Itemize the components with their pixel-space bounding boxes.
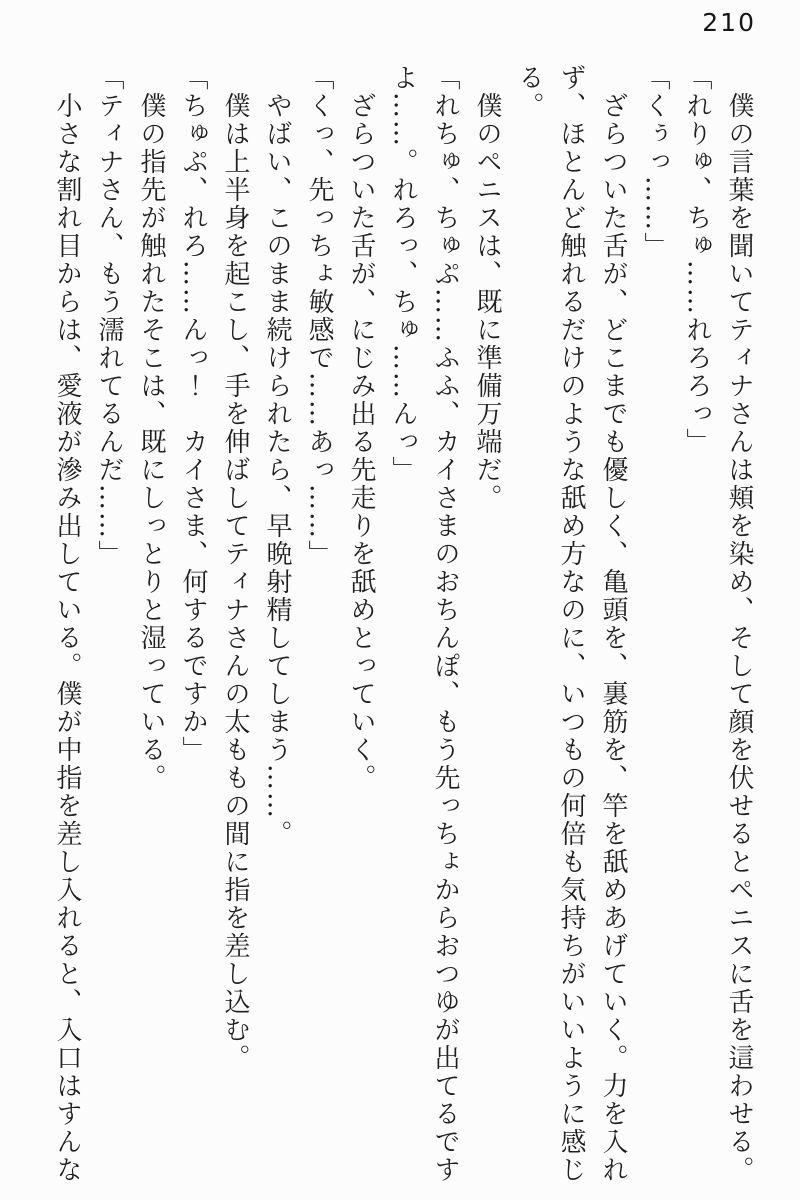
paragraph-narrative: 小さな割れ目からは、愛液が滲み出している。僕が中指を差し入れると、入口はすんな bbox=[52, 92, 82, 1184]
paragraph-narrative: 僕の言葉を聞いてティナさんは頬を染め、そして顔を伏せるとペニスに舌を這わせる。 bbox=[724, 92, 754, 1184]
paragraph-narrative: やばい、このまま続けられたら、早晩射精してしまう……。 bbox=[262, 92, 292, 848]
paragraph-narrative: 僕のペニスは、既に準備万端だ。 bbox=[472, 92, 502, 512]
paragraph-narrative: ざらついた舌が、にじみ出る先走りを舐めとっていく。 bbox=[346, 92, 376, 792]
paragraph-narrative: ざらついた舌が、どこまでも優しく、亀頭を、裏筋を、竿を舐めあげていく。力を入れず、ほとんど触れるだけのような舐め方なのに、いつもの何倍も気持ちがいいように感じる。 bbox=[514, 64, 628, 1184]
book-text-block bbox=[40, 64, 760, 1186]
paragraph-dialogue: 「れちゅ、ちゅぷ……ふふ、カイさまのおちんぽ、もう先っちょからおつゆが出てるですよ……。れろっ、ちゅ……んっ」 bbox=[388, 64, 460, 1184]
paragraph-narrative: 僕の指先が触れたそこは、既にしっとりと湿っている。 bbox=[136, 92, 166, 792]
paragraph-dialogue: 「ちゅぷ、れろ……んっ！ カイさま、何するですか」 bbox=[178, 64, 208, 764]
paragraph-dialogue: 「ティナさん、もう濡れてるんだ……」 bbox=[94, 64, 124, 568]
paragraph-dialogue: 「れりゅ、ちゅ……れろろっ」 bbox=[682, 64, 712, 456]
paragraph-dialogue: 「くぅっ……」 bbox=[640, 64, 670, 260]
paragraph-narrative: 僕は上半身を起こし、手を伸ばしてティナさんの太ももの間に指を差し込む。 bbox=[220, 92, 250, 1072]
paragraph-dialogue: 「くっ、先っちょ敏感で……あっ……」 bbox=[304, 64, 334, 568]
page-number: 210 bbox=[702, 8, 756, 37]
